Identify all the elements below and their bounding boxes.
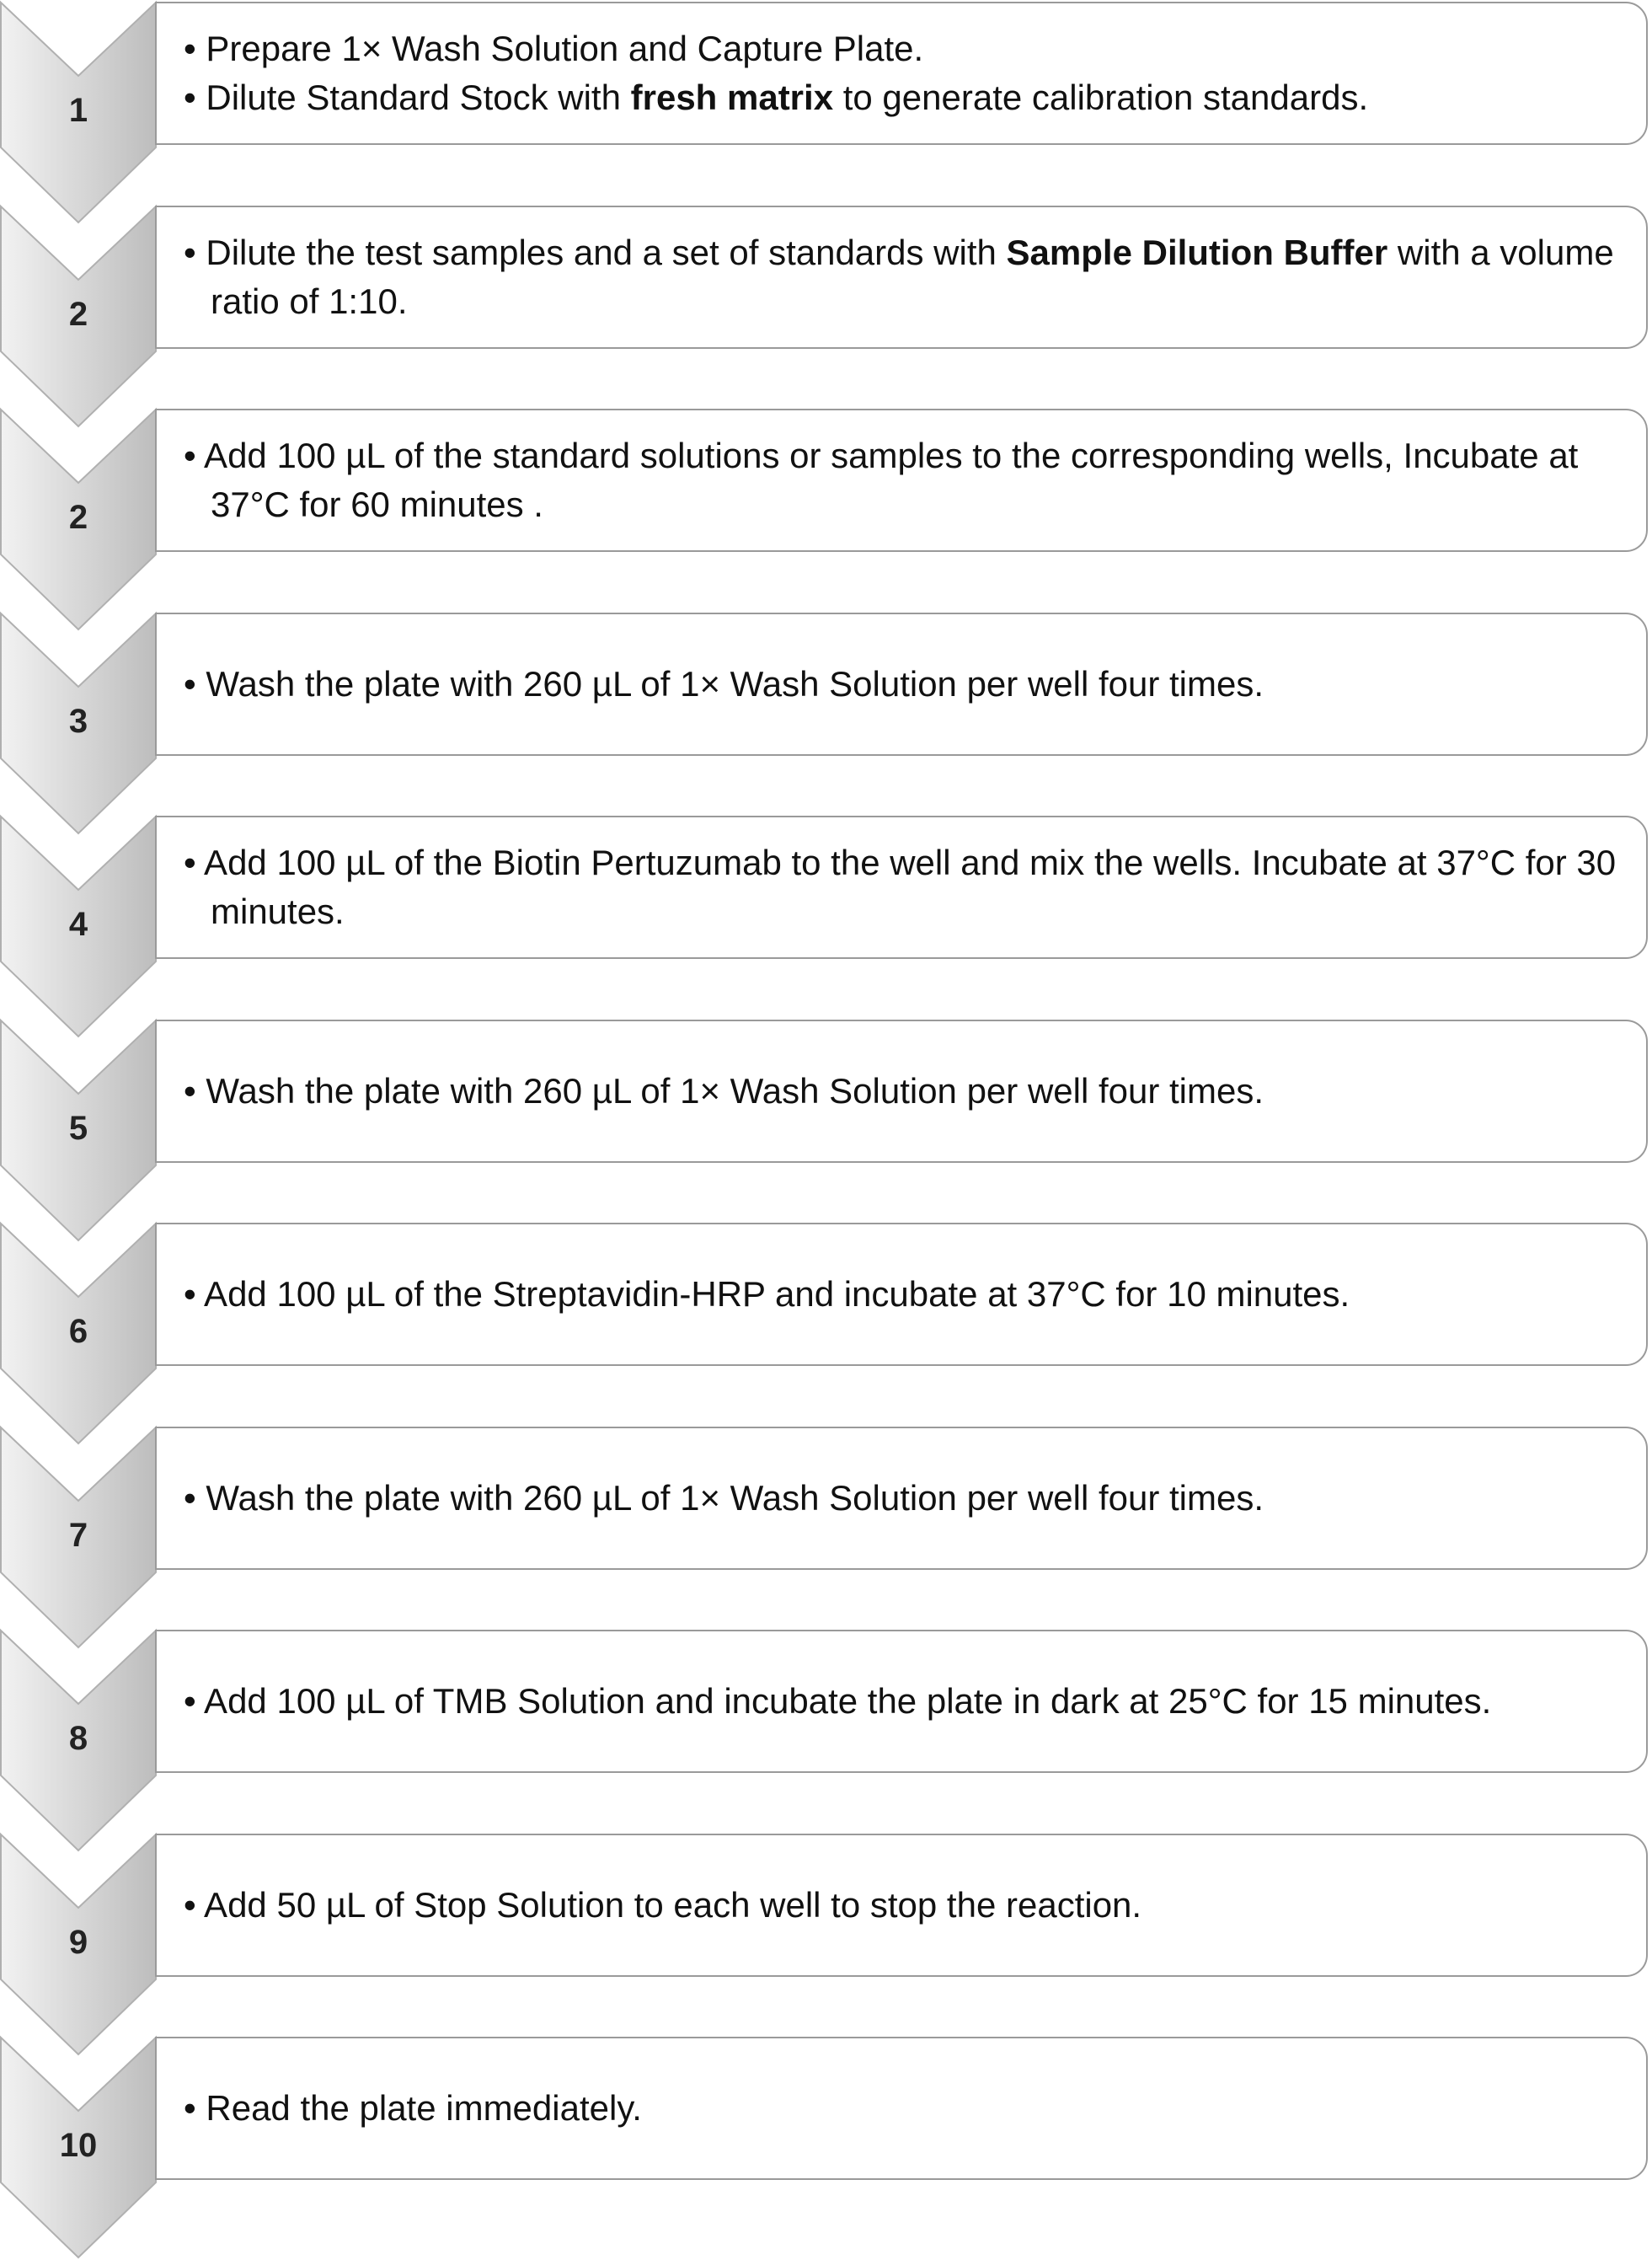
step-bullet-text — [184, 838, 1629, 936]
step-11 — [0, 2037, 1652, 2260]
instruction-text: • Add 100 µL of the standard solutions or samples to the corresponding wells, Incubate at 37°C for 60 minutes . — [184, 436, 1579, 524]
instruction-text: • Prepare 1× Wash Solution and Capture Plate. — [184, 29, 924, 68]
step-description-box — [155, 409, 1648, 552]
step-description-box — [155, 1223, 1648, 1366]
step-number: 6 — [68, 1313, 88, 1350]
step-bullet-text — [184, 73, 1629, 122]
instruction-text: with a volume ratio of 1:10. — [211, 232, 1614, 321]
step-7 — [0, 1223, 1652, 1446]
instruction-text: • Add 100 µL of the Biotin Pertuzumab to the well and mix the wells. Incubate at 37°C for 30 minutes. — [184, 843, 1617, 931]
bold-reagent-text: Sample Dilution Buffer — [1006, 232, 1388, 272]
step-6 — [0, 1020, 1652, 1243]
step-number: 8 — [68, 1720, 88, 1757]
step-9 — [0, 1630, 1652, 1853]
instruction-text: • Read the plate immediately. — [184, 2088, 642, 2128]
instruction-text: • Add 50 µL of Stop Solution to each well to stop the reaction. — [184, 1884, 1142, 1925]
step-bullet-text — [184, 2084, 1629, 2133]
step-bullet-text — [184, 1881, 1629, 1930]
step-number: 9 — [68, 1923, 88, 1961]
step-number: 10 — [59, 2127, 98, 2164]
step-description-box — [155, 2037, 1648, 2180]
instruction-text: • Dilute Standard Stock with — [184, 78, 631, 117]
step-2 — [0, 206, 1652, 429]
step-bullet-text — [184, 228, 1629, 326]
step-bullet-text — [184, 1067, 1629, 1116]
instruction-text: • Add 100 µL of the Streptavidin-HRP and incubate at 37°C for 10 minutes. — [184, 1274, 1350, 1314]
step-bullet-text — [184, 1270, 1629, 1319]
step-1 — [0, 2, 1652, 225]
step-description-box — [155, 1427, 1648, 1570]
instruction-text: • Wash the plate with 260 µL of 1× Wash Solution per well four times. — [184, 1477, 1264, 1518]
step-number: 2 — [68, 295, 88, 333]
step-number: 2 — [68, 499, 88, 536]
step-5 — [0, 816, 1652, 1039]
instruction-text: • Dilute the test samples and a set of standards with — [184, 232, 1007, 272]
step-number: 7 — [68, 1516, 88, 1554]
step-description-box — [155, 2, 1648, 145]
step-bullet-text — [184, 24, 1629, 73]
instruction-text: • Add 100 µL of TMB Solution and incubate the plate in dark at 25°C for 15 minutes. — [184, 1681, 1492, 1721]
step-description-box — [155, 1834, 1648, 1977]
step-4 — [0, 613, 1652, 836]
step-number: 3 — [68, 702, 88, 740]
step-description-box — [155, 206, 1648, 349]
step-number: 4 — [68, 906, 88, 943]
step-description-box — [155, 613, 1648, 756]
instruction-text: • Wash the plate with 260 µL of 1× Wash Solution per well four times. — [184, 1070, 1264, 1111]
instruction-text: to generate calibration standards. — [833, 78, 1369, 117]
step-description-box — [155, 1630, 1648, 1773]
step-bullet-text — [184, 1474, 1629, 1523]
instruction-text: • Wash the plate with 260 µL of 1× Wash Solution per well four times. — [184, 663, 1264, 704]
step-bullet-text — [184, 1677, 1629, 1726]
step-3 — [0, 409, 1652, 632]
step-bullet-text — [184, 660, 1629, 709]
step-description-box — [155, 1020, 1648, 1163]
step-number: 5 — [68, 1109, 88, 1147]
bold-reagent-text: fresh matrix — [630, 78, 834, 117]
step-bullet-text — [184, 431, 1629, 529]
step-8 — [0, 1427, 1652, 1650]
step-number: 1 — [68, 92, 88, 129]
step-10 — [0, 1834, 1652, 2057]
step-description-box — [155, 816, 1648, 959]
